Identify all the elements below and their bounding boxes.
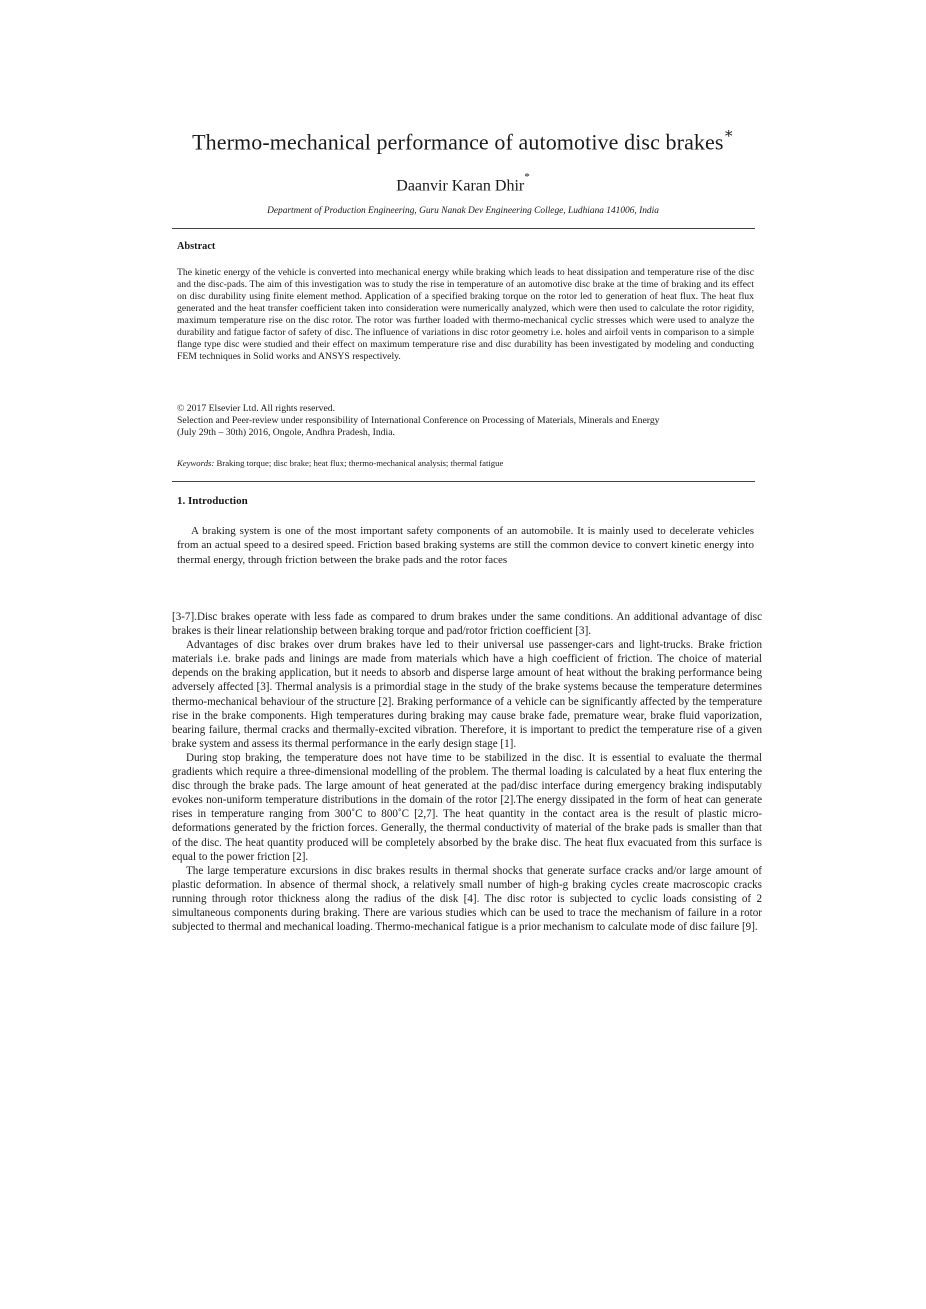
- keywords-label: Keywords:: [177, 458, 215, 468]
- title-footnote-mark: ∗: [723, 126, 734, 142]
- body-paragraph: The large temperature excursions in disc brakes results in thermal shocks that generate surface cracks and/or large amount of plastic deformation. In absence of thermal shock, a relatively small number of high-g braking cycles create macroscopic cracks running through rotor thickness along the radius of the disk [4]. The disc rotor is subjected to cyclic loads consisting of 2 simultaneous components during braking. There are various studies which can be used to trace the mechanism of failure in a rotor subjected to thermal and mechanical loading. Thermo-mechanical fatigue is a prior mechanism to calculate mode of disc failure [9].: [172, 864, 762, 934]
- peer-review-line: Selection and Peer-review under responsibility of International Conference on Processing of Materials, Minerals and Energy: [177, 415, 660, 427]
- keywords: [177, 458, 754, 468]
- paper-title: [0, 127, 926, 155]
- affiliation: Department of Production Engineering, Guru Nanak Dev Engineering College, Ludhiana 141006, India: [267, 206, 659, 216]
- author-name: Daanvir Karan Dhir: [396, 177, 525, 195]
- body-text: [172, 610, 762, 934]
- introduction-heading: 1. Introduction: [177, 495, 248, 507]
- author: [0, 171, 926, 195]
- keywords-divider: [172, 481, 755, 482]
- abstract-heading: Abstract: [177, 241, 216, 252]
- abstract-text: The kinetic energy of the vehicle is converted into mechanical energy while braking which leads to heat dissipation and temperature rise of the disc and the disc-pads. The aim of this investigation was to study the rise in temperature of an automotive disc brake at the time of braking and its effect on disc durability using finite element method. Application of a specified braking torque on the rotor led to generation of heat flux. The heat flux generated and the heat transfer coefficient taken into consideration were numerically analyzed, which were then used to calculate the rotor rigidity, maximum temperature rise on the disc rotor. The rotor was further loaded with thermo-mechanical cyclic stresses which were used to analyze the durability and fatigue factor of safety of disc. The influence of variations in disc rotor geometry i.e. holes and airfoil vents in comparison to a simple flange type disc were studied and their effect on maximum temperature rise and disc durability has been investigated by modeling and conducting FEM techniques in Solid works and ANSYS respectively.: [177, 267, 754, 363]
- title-text: Thermo-mechanical performance of automotive disc brakes: [192, 129, 724, 155]
- author-footnote-mark: *: [524, 171, 530, 183]
- introduction-lead: A braking system is one of the most important safety components of an automobile. It is mainly used to decelerate vehicles from an actual speed to a desired speed. Friction based braking systems are still the common device to convert kinetic energy into thermal energy, through friction between the brake pads and the rotor faces: [177, 525, 754, 566]
- conference-line: (July 29th – 30th) 2016, Ongole, Andhra Pradesh, India.: [177, 427, 395, 439]
- top-divider: [172, 228, 755, 229]
- keywords-text: Braking torque; disc brake; heat flux; thermo-mechanical analysis; thermal fatigue: [216, 458, 504, 468]
- copyright-line: © 2017 Elsevier Ltd. All rights reserved.: [177, 403, 336, 414]
- body-paragraph: [3-7].Disc brakes operate with less fade as compared to drum brakes under the same conditions. An additional advantage of disc brakes is their linear relationship between braking torque and pad/rotor friction coefficient [3].: [172, 611, 762, 638]
- copyright-block: [177, 403, 754, 439]
- body-paragraph: Advantages of disc brakes over drum brakes have led to their universal use passenger-cars and light-trucks. Brake friction materials i.e. brake pads and linings are made from materials which have a high coefficient of friction. The choice of material depends on the braking application, but it needs to absorb and disperse large amount of heat without the braking performance being adversely affected [3]. Thermal analysis is a primordial stage in the study of the brake systems because the temperature determines thermo-mechanical behaviour of the structure [2]. Braking performance of a vehicle can be significantly affected by the temperature rise in the brake components. High temperatures during braking may cause brake fade, premature wear, brake fluid vaporization, bearing failure, thermal cracks and thermally-excited vibration. Therefore, it is important to predict the temperature rise of a given brake system and assess its thermal performance in the early design stage [1].: [172, 639, 762, 750]
- body-paragraph: During stop braking, the temperature does not have time to be stabilized in the disc. It is essential to evaluate the thermal gradients which require a three-dimensional modelling of the problem. The thermal loading is calculated by a heat flux entering the disc through the brake pads. The large amount of heat generated at the pad/disc interface during emergency braking indisputably evokes non-uniform temperature distributions in the domain of the rotor [2].The energy dissipated in the form of heat can generate rises in temperature ranging from 300˚C to 800˚C [2,7]. The heat quantity in the contact area is the result of plastic micro-deformations generated by the friction forces. Generally, the thermal conductivity of material of the brake pads is smaller than that of the disc. The heat quantity produced will be completely absorbed by the brake disc. The heat flux evacuated from this surface is equal to the power friction [2].: [172, 751, 762, 863]
